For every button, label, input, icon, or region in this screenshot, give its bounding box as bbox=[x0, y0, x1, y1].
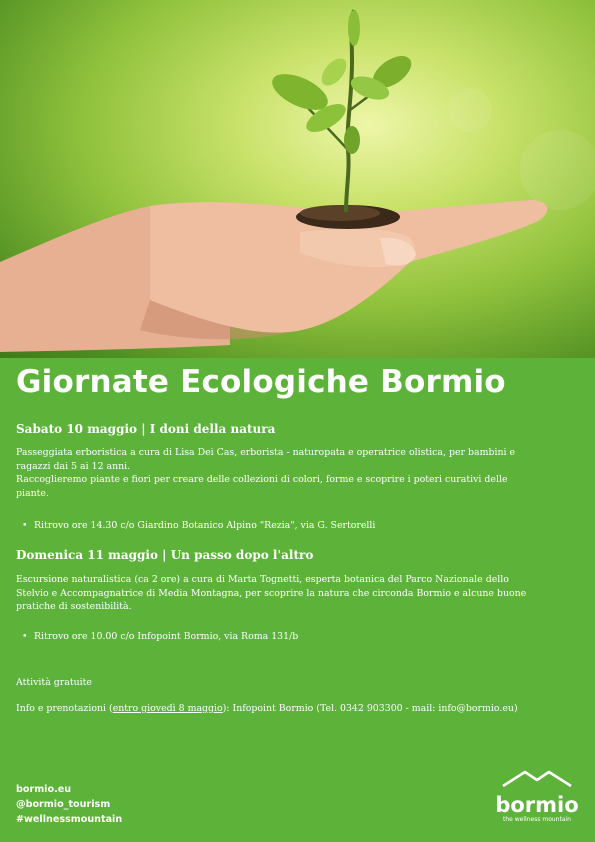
booking-info-contact: ): Infopoint Bormio (Tel. 0342 903300 - mail: info@bormio.eu) bbox=[222, 703, 518, 714]
event1-description bbox=[16, 446, 576, 500]
page-title: Giornate Ecologiche Bormio bbox=[16, 364, 506, 400]
booking-info bbox=[16, 702, 576, 716]
bormio-logo bbox=[489, 768, 585, 828]
website-link[interactable]: bormio.eu bbox=[16, 784, 72, 795]
event2-line2: Stelvio e Accompagnatrice di Media Montagna, per scoprire la natura che circonda Bormio e alcune buone bbox=[16, 587, 527, 599]
event2-line3: pratiche di sostenibilità. bbox=[16, 601, 132, 612]
hero-photo bbox=[0, 0, 595, 358]
logo-tagline: the wellness mountain bbox=[503, 816, 571, 823]
bullet-icon: • bbox=[22, 631, 28, 642]
bullet-icon: • bbox=[22, 520, 28, 531]
hand-seedling-illustration bbox=[0, 0, 595, 358]
booking-info-prefix: Info e prenotazioni ( bbox=[16, 703, 113, 714]
event2-line1: Escursione naturalistica (ca 2 ore) a cura di Marta Tognetti, esperta botanica del Parco Nazionale dello bbox=[16, 574, 509, 585]
event2-meeting-text: Ritrovo ore 10.00 c/o Infopoint Bormio, via Roma 131/b bbox=[34, 631, 299, 642]
event1-line2: ragazzi dai 5 ai 12 anni. bbox=[16, 460, 131, 472]
free-activities-note: Attività gratuite bbox=[16, 677, 92, 688]
event1-meeting-text: Ritrovo ore 14.30 c/o Giardino Botanico Alpino "Rezia", via G. Sertorelli bbox=[34, 520, 376, 531]
event1-heading: Sabato 10 maggio | I doni della natura bbox=[16, 422, 276, 436]
booking-deadline: entro giovedì 8 maggio bbox=[112, 703, 223, 714]
event2-description bbox=[16, 573, 576, 614]
event1-line1: Passeggiata erboristica a cura di Lisa Dei Cas, erborista - naturopata e operatrice olistica, per bambini e bbox=[16, 447, 516, 458]
mountain-icon bbox=[489, 768, 585, 790]
event1-meeting-point bbox=[22, 519, 375, 532]
event1-line3: Raccoglieremo piante e fiori per creare delle collezioni di colori, forme e scoprire i poteri curativi delle bbox=[16, 474, 508, 485]
event1-line4: piante. bbox=[16, 487, 49, 499]
social-handle[interactable]: @bormio_tourism bbox=[16, 799, 111, 810]
event2-meeting-point bbox=[22, 630, 298, 643]
event2-heading: Domenica 11 maggio | Un passo dopo l'altro bbox=[16, 548, 314, 562]
hashtag: #wellnessmountain bbox=[16, 814, 123, 825]
logo-wordmark: bormio bbox=[495, 793, 579, 817]
event-content bbox=[0, 358, 595, 842]
